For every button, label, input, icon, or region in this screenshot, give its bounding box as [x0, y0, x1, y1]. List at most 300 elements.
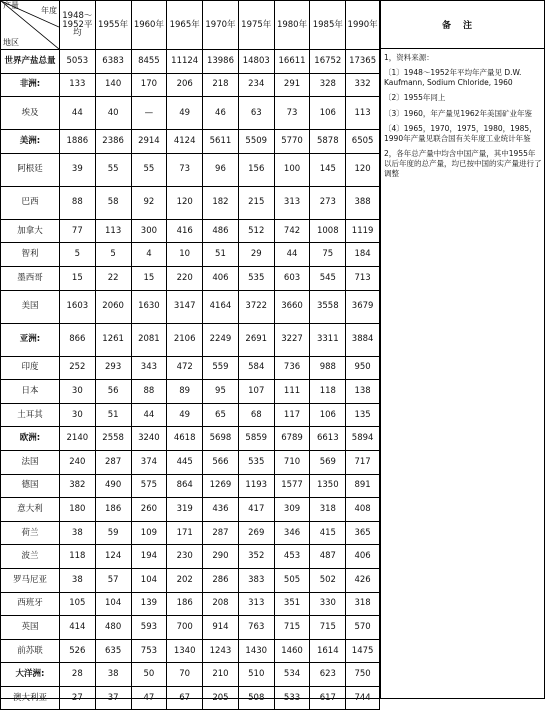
production-value: 603: [274, 266, 310, 290]
production-value: 617: [310, 686, 346, 710]
production-value: 291: [274, 73, 310, 97]
production-value: 220: [167, 266, 203, 290]
production-value: 526: [59, 639, 95, 663]
table-row: [1, 50, 380, 74]
production-value: 113: [346, 97, 380, 130]
production-value: 318: [346, 592, 380, 616]
production-value: 736: [274, 356, 310, 380]
production-value: 287: [203, 521, 239, 545]
region-name: 欧洲:: [1, 427, 60, 451]
country-name: 巴西: [1, 186, 60, 219]
note-line: 〔2〕1955年同上: [384, 93, 446, 103]
production-value: 38: [59, 521, 95, 545]
production-value: 75: [310, 243, 346, 267]
country-name: 意大利: [1, 498, 60, 522]
note-line: 1，资料来源：: [384, 53, 434, 62]
production-value: 30: [59, 380, 95, 404]
production-value: 106: [310, 97, 346, 130]
production-value: 286: [203, 568, 239, 592]
production-value: 44: [131, 403, 167, 427]
production-value: 374: [131, 450, 167, 474]
production-value: 453: [274, 545, 310, 569]
year-header: 1985年: [310, 1, 346, 50]
country-name: 美国: [1, 290, 60, 323]
production-value: 1886: [59, 130, 95, 154]
production-value: 260: [131, 498, 167, 522]
production-value: 37: [95, 686, 131, 710]
production-value: 55: [95, 153, 131, 186]
production-value: 3147: [167, 290, 203, 323]
production-value: 2558: [95, 427, 131, 451]
year-header: 1948～1952平均: [59, 1, 95, 50]
production-value: 5878: [310, 130, 346, 154]
production-value: 269: [238, 521, 274, 545]
production-value: 6383: [95, 50, 131, 74]
production-value: 58: [95, 186, 131, 219]
production-value: 2691: [238, 323, 274, 356]
production-value: 15: [131, 266, 167, 290]
production-value: 120: [167, 186, 203, 219]
country-name: 智利: [1, 243, 60, 267]
production-value: 2060: [95, 290, 131, 323]
production-value: 27: [59, 686, 95, 710]
production-value: 426: [346, 568, 380, 592]
table-row: [1, 521, 380, 545]
production-value: 120: [346, 153, 380, 186]
production-value: 230: [167, 545, 203, 569]
production-value: 186: [167, 592, 203, 616]
production-value: 44: [59, 97, 95, 130]
production-value: 343: [131, 356, 167, 380]
production-value: 135: [346, 403, 380, 427]
year-header: 1960年: [131, 1, 167, 50]
production-value: 3884: [346, 323, 380, 356]
production-value: 56: [95, 380, 131, 404]
production-value: 351: [274, 592, 310, 616]
production-value: 533: [274, 686, 310, 710]
production-value: 593: [131, 616, 167, 640]
production-value: 490: [95, 474, 131, 498]
production-value: 742: [274, 219, 310, 243]
table-row: [1, 130, 380, 154]
table-row: [1, 592, 380, 616]
country-name: 土耳其: [1, 403, 60, 427]
production-value: 184: [346, 243, 380, 267]
production-value: 417: [238, 498, 274, 522]
production-value: 864: [167, 474, 203, 498]
table-row: [1, 450, 380, 474]
production-value: 22: [95, 266, 131, 290]
production-value: 15: [59, 266, 95, 290]
note-line: 2，各年总产量中均含中国产量，其中1955年以后年度的总产量，均已按中国的实产量进行了调整: [384, 148, 542, 179]
production-value: 95: [203, 380, 239, 404]
production-value: 17365: [346, 50, 380, 74]
production-value: 436: [203, 498, 239, 522]
production-value: 5770: [274, 130, 310, 154]
note-line: 〔4〕1965，1970，1975，1980，1985，1990年产量见联合国有关年度工业统计年鉴: [384, 123, 537, 143]
production-value: 73: [167, 153, 203, 186]
production-value: 416: [167, 219, 203, 243]
production-value: 569: [310, 450, 346, 474]
production-value: 3679: [346, 290, 380, 323]
production-value: 1350: [310, 474, 346, 498]
production-value: 6789: [274, 427, 310, 451]
production-value: 717: [346, 450, 380, 474]
production-value: 5894: [346, 427, 380, 451]
production-value: 535: [238, 266, 274, 290]
production-value: 332: [346, 73, 380, 97]
production-value: 328: [310, 73, 346, 97]
production-value: 1614: [310, 639, 346, 663]
production-value: 171: [167, 521, 203, 545]
production-value: 512: [238, 219, 274, 243]
production-value: 700: [167, 616, 203, 640]
production-value: 92: [131, 186, 167, 219]
production-value: 988: [310, 356, 346, 380]
production-value: 68: [238, 403, 274, 427]
production-value: 710: [274, 450, 310, 474]
production-value: 486: [203, 219, 239, 243]
production-value: 138: [346, 380, 380, 404]
production-value: 559: [203, 356, 239, 380]
year-header: 1965年: [167, 1, 203, 50]
country-name: 印度: [1, 356, 60, 380]
production-value: 313: [238, 592, 274, 616]
production-value: 318: [310, 498, 346, 522]
table-row: [1, 186, 380, 219]
production-value: —: [131, 97, 167, 130]
production-value: 1261: [95, 323, 131, 356]
country-name: 加拿大: [1, 219, 60, 243]
production-value: 50: [131, 663, 167, 687]
production-value: 472: [167, 356, 203, 380]
production-value: 117: [274, 403, 310, 427]
production-value: 4124: [167, 130, 203, 154]
production-value: 535: [238, 450, 274, 474]
table-row: [1, 380, 380, 404]
notes-body: [381, 49, 545, 188]
production-value: 111: [274, 380, 310, 404]
production-value: 40: [95, 97, 131, 130]
production-value: 750: [346, 663, 380, 687]
table-body: [1, 50, 380, 710]
table-row: [1, 243, 380, 267]
country-name: 前苏联: [1, 639, 60, 663]
production-value: 1269: [203, 474, 239, 498]
production-value: 3227: [274, 323, 310, 356]
year-header: 1955年: [95, 1, 131, 50]
production-value: 218: [203, 73, 239, 97]
production-value: 2140: [59, 427, 95, 451]
production-value: 1008: [310, 219, 346, 243]
production-value: 2249: [203, 323, 239, 356]
production-value: 88: [131, 380, 167, 404]
table-row: [1, 73, 380, 97]
production-value: 186: [95, 498, 131, 522]
country-name: 罗马尼亚: [1, 568, 60, 592]
production-value: 4: [131, 243, 167, 267]
production-value: 309: [274, 498, 310, 522]
production-value: 13986: [203, 50, 239, 74]
table-row: [1, 616, 380, 640]
production-value: 65: [203, 403, 239, 427]
production-value: 170: [131, 73, 167, 97]
notes-title: 备注: [381, 0, 545, 49]
country-name: 西班牙: [1, 592, 60, 616]
production-value: 70: [167, 663, 203, 687]
production-value: 44: [274, 243, 310, 267]
production-value: 16752: [310, 50, 346, 74]
production-value: 891: [346, 474, 380, 498]
production-value: 10: [167, 243, 203, 267]
production-value: 1460: [274, 639, 310, 663]
production-value: 352: [238, 545, 274, 569]
year-header: 1980年: [274, 1, 310, 50]
production-value: 505: [274, 568, 310, 592]
production-label: 产量: [3, 1, 19, 10]
country-name: 英国: [1, 616, 60, 640]
table-row: [1, 545, 380, 569]
production-value: 4164: [203, 290, 239, 323]
production-value: 293: [95, 356, 131, 380]
production-value: 6613: [310, 427, 346, 451]
production-value: 5611: [203, 130, 239, 154]
production-value: 240: [59, 450, 95, 474]
production-value: 14803: [238, 50, 274, 74]
production-value: 1340: [167, 639, 203, 663]
production-value: 300: [131, 219, 167, 243]
production-value: 16611: [274, 50, 310, 74]
production-value: 46: [203, 97, 239, 130]
production-value: 63: [238, 97, 274, 130]
production-value: 3558: [310, 290, 346, 323]
production-value: 5509: [238, 130, 274, 154]
production-value: 2081: [131, 323, 167, 356]
production-value: 508: [238, 686, 274, 710]
table-row: [1, 97, 380, 130]
production-value: 635: [95, 639, 131, 663]
production-value: 510: [238, 663, 274, 687]
production-value: 763: [238, 616, 274, 640]
country-name: 阿根廷: [1, 153, 60, 186]
production-value: 1243: [203, 639, 239, 663]
production-value: 89: [167, 380, 203, 404]
table-row: [1, 356, 380, 380]
production-value: 109: [131, 521, 167, 545]
notes-column: [380, 0, 545, 699]
production-value: 252: [59, 356, 95, 380]
production-value: 744: [346, 686, 380, 710]
production-value: 49: [167, 403, 203, 427]
production-value: 2106: [167, 323, 203, 356]
production-value: 1430: [238, 639, 274, 663]
production-value: 206: [167, 73, 203, 97]
production-value: 319: [167, 498, 203, 522]
production-value: 28: [59, 663, 95, 687]
table-row: [1, 474, 380, 498]
production-value: 104: [131, 568, 167, 592]
country-name: 波兰: [1, 545, 60, 569]
production-value: 180: [59, 498, 95, 522]
country-name: 墨西哥: [1, 266, 60, 290]
note-line: 〔1〕1948～1952年平均年产量见 D.W. Kaufmann, Sodium Chloride, 1960: [384, 68, 522, 88]
production-value: 584: [238, 356, 274, 380]
production-value: 408: [346, 498, 380, 522]
production-value: 2386: [95, 130, 131, 154]
production-value: 570: [346, 616, 380, 640]
production-value: 382: [59, 474, 95, 498]
production-value: 5: [95, 243, 131, 267]
production-value: 502: [310, 568, 346, 592]
production-value: 534: [274, 663, 310, 687]
production-value: 208: [203, 592, 239, 616]
production-value: 5859: [238, 427, 274, 451]
production-value: 290: [203, 545, 239, 569]
production-value: 38: [59, 568, 95, 592]
table-row: [1, 403, 380, 427]
country-name: 荷兰: [1, 521, 60, 545]
production-value: 4618: [167, 427, 203, 451]
production-value: 1475: [346, 639, 380, 663]
production-value: 104: [95, 592, 131, 616]
production-value: 480: [95, 616, 131, 640]
production-value: 950: [346, 356, 380, 380]
table-row: [1, 266, 380, 290]
production-value: 3311: [310, 323, 346, 356]
production-value: 330: [310, 592, 346, 616]
production-value: 1577: [274, 474, 310, 498]
production-value: 106: [310, 403, 346, 427]
region-name: 大洋洲:: [1, 663, 60, 687]
production-value: 715: [274, 616, 310, 640]
production-value: 51: [95, 403, 131, 427]
production-value: 1119: [346, 219, 380, 243]
production-value: 5: [59, 243, 95, 267]
production-value: 11124: [167, 50, 203, 74]
table-row: [1, 663, 380, 687]
production-value: 415: [310, 521, 346, 545]
country-name: 澳大利亚: [1, 686, 60, 710]
production-value: 1630: [131, 290, 167, 323]
production-value: 77: [59, 219, 95, 243]
production-value: 3660: [274, 290, 310, 323]
header-row: [1, 1, 380, 50]
production-value: 57: [95, 568, 131, 592]
table-row: [1, 639, 380, 663]
production-value: 2914: [131, 130, 167, 154]
table-row: [1, 686, 380, 710]
table-row: [1, 153, 380, 186]
production-value: 287: [95, 450, 131, 474]
production-value: 39: [59, 153, 95, 186]
region-name: 亚洲:: [1, 323, 60, 356]
production-value: 3722: [238, 290, 274, 323]
country-name: 埃及: [1, 97, 60, 130]
production-value: 194: [131, 545, 167, 569]
table-row: [1, 498, 380, 522]
production-value: 487: [310, 545, 346, 569]
production-value: 1603: [59, 290, 95, 323]
production-value: 6505: [346, 130, 380, 154]
production-value: 124: [95, 545, 131, 569]
production-value: 139: [131, 592, 167, 616]
production-value: 210: [203, 663, 239, 687]
region-name: 世界产盐总量: [1, 50, 60, 74]
production-value: 49: [167, 97, 203, 130]
production-value: 67: [167, 686, 203, 710]
production-value: 29: [238, 243, 274, 267]
year-header: 1975年: [238, 1, 274, 50]
country-name: 法国: [1, 450, 60, 474]
region-name: 非洲:: [1, 73, 60, 97]
production-value: 388: [346, 186, 380, 219]
production-value: 383: [238, 568, 274, 592]
production-value: 182: [203, 186, 239, 219]
table-row: [1, 290, 380, 323]
table-row: [1, 568, 380, 592]
production-value: 346: [274, 521, 310, 545]
production-value: 105: [59, 592, 95, 616]
production-value: 445: [167, 450, 203, 474]
table-row: [1, 427, 380, 451]
production-value: 73: [274, 97, 310, 130]
country-name: 日本: [1, 380, 60, 404]
production-value: 715: [310, 616, 346, 640]
production-value: 30: [59, 403, 95, 427]
region-label: 地区: [3, 37, 19, 47]
production-value: 8455: [131, 50, 167, 74]
corner-header: [1, 1, 60, 50]
production-value: 113: [95, 219, 131, 243]
production-value: 38: [95, 663, 131, 687]
production-value: 866: [59, 323, 95, 356]
production-value: 273: [310, 186, 346, 219]
production-value: 753: [131, 639, 167, 663]
country-name: 德国: [1, 474, 60, 498]
production-value: 118: [59, 545, 95, 569]
production-value: 406: [203, 266, 239, 290]
table-row: [1, 323, 380, 356]
production-value: 202: [167, 568, 203, 592]
production-value: 623: [310, 663, 346, 687]
production-value: 914: [203, 616, 239, 640]
production-value: 51: [203, 243, 239, 267]
production-value: 575: [131, 474, 167, 498]
year-header: 1970年: [203, 1, 239, 50]
production-value: 406: [346, 545, 380, 569]
production-value: 3240: [131, 427, 167, 451]
production-value: 100: [274, 153, 310, 186]
table-row: [1, 219, 380, 243]
production-value: 215: [238, 186, 274, 219]
production-value: 59: [95, 521, 131, 545]
production-value: 5053: [59, 50, 95, 74]
production-value: 234: [238, 73, 274, 97]
production-value: 1193: [238, 474, 274, 498]
production-value: 545: [310, 266, 346, 290]
production-value: 156: [238, 153, 274, 186]
production-value: 145: [310, 153, 346, 186]
production-value: 107: [238, 380, 274, 404]
region-name: 美洲:: [1, 130, 60, 154]
production-value: 713: [346, 266, 380, 290]
year-header: 1990年: [346, 1, 380, 50]
production-value: 5698: [203, 427, 239, 451]
production-value: 365: [346, 521, 380, 545]
year-label: 年度: [40, 6, 57, 15]
production-value: 118: [310, 380, 346, 404]
production-value: 205: [203, 686, 239, 710]
